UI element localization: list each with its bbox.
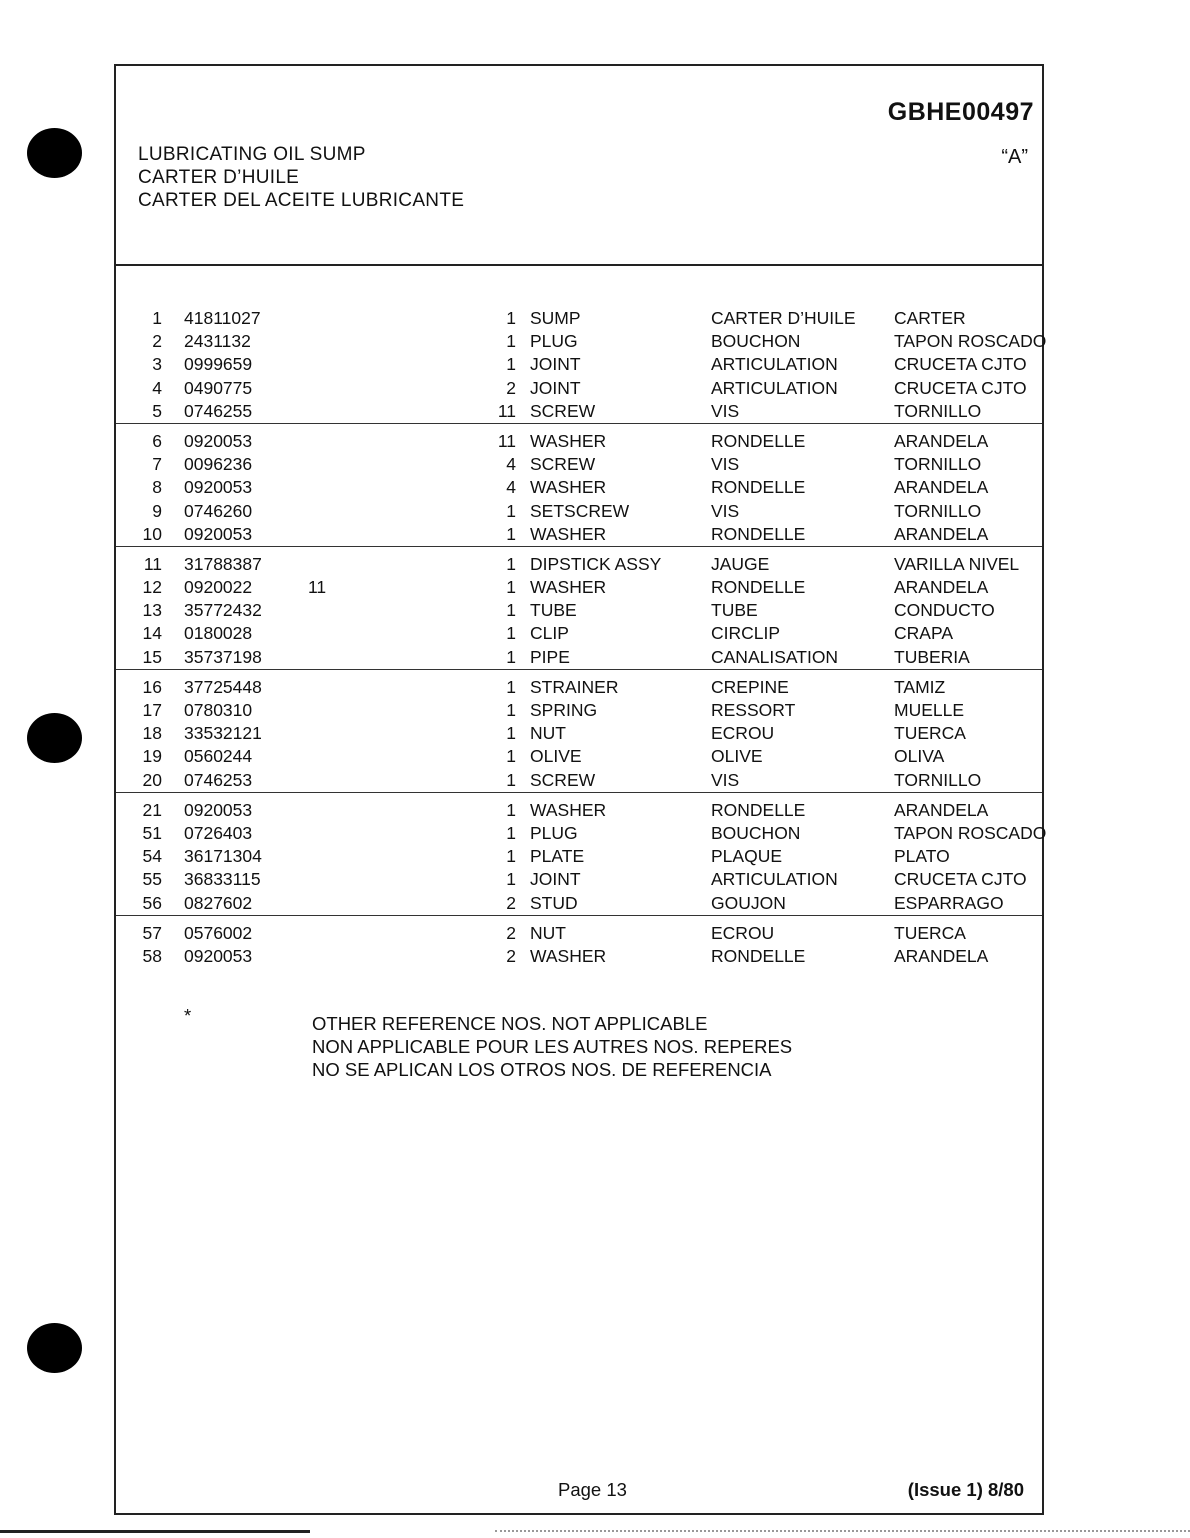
description-french: RONDELLE [711,430,806,451]
footnote-spanish: NO SE APLICAN LOS OTROS NOS. DE REFERENCIA [312,1059,772,1080]
reference-number: 7 [152,454,162,475]
description-spanish: CONDUCTO [894,600,995,621]
quantity: 1 [506,746,516,767]
part-number: 0920053 [184,477,253,498]
description-english: CLIP [530,623,569,644]
description-french: BOUCHON [711,331,801,352]
quantity: 11 [497,400,516,421]
reference-number: 58 [142,945,162,966]
part-number: 36171304 [184,846,262,867]
description-french: RONDELLE [711,477,806,498]
description-english: JOINT [530,869,581,890]
reference-number: 13 [142,600,162,621]
quantity: 4 [506,477,516,498]
table-row [116,676,1042,699]
reference-number: 1 [152,308,162,328]
table-row [116,699,1042,722]
table-row [116,599,1042,622]
reference-number: 8 [152,477,162,498]
description-english: WASHER [530,945,607,966]
description-french: OLIVE [711,746,763,767]
page-number: Page 13 [558,1479,627,1500]
footnote-french: NON APPLICABLE POUR LES AUTRES NOS. REPERES [312,1036,793,1057]
description-french: VIS [711,454,740,475]
description-english: WASHER [530,430,607,451]
reference-number: 14 [142,623,162,644]
quantity: 1 [506,600,516,621]
part-number: 0999659 [184,354,253,375]
description-english: STRAINER [530,676,619,697]
quantity: 1 [506,822,516,843]
quantity: 1 [506,354,516,375]
description-english: PLUG [530,822,578,843]
description-spanish: TUERCA [894,922,966,943]
description-english: WASHER [530,523,607,544]
reference-number: 57 [142,922,162,943]
description-french: CIRCLIP [711,623,781,644]
part-number: 0490775 [184,377,253,398]
part-number: 0780310 [184,700,253,720]
parts-group [116,793,1047,916]
description-spanish: TUERCA [894,723,966,744]
reference-number: 11 [143,553,162,574]
parts-group [116,307,1047,424]
reference-number: 15 [142,646,162,667]
quantity: 1 [506,553,516,574]
description-spanish: TAPON ROSCADO [894,822,1047,843]
reference-number: 12 [142,577,162,598]
part-number: 0827602 [184,892,253,913]
parts-group [116,670,1042,793]
description-french: RONDELLE [711,523,806,544]
part-number: 37725448 [184,676,262,697]
description-spanish: TUBERIA [894,646,970,667]
quantity: 2 [506,377,516,398]
punch-hole-bottom [27,1323,82,1373]
quantity: 1 [506,799,516,820]
punch-hole-top [27,128,82,178]
description-french: ARTICULATION [711,869,838,890]
quantity: 1 [506,769,516,790]
table-row [116,892,1042,915]
description-french: RESSORT [711,700,796,720]
description-english: PLATE [530,846,585,867]
description-english: JOINT [530,377,581,398]
quantity: 1 [506,646,516,667]
punch-hole-middle [27,713,82,763]
part-number: 0920053 [184,430,253,451]
reference-number: 3 [152,354,162,375]
table-row [116,622,1042,645]
table-row [116,553,1042,576]
description-spanish: TORNILLO [894,400,982,421]
description-english: STUD [530,892,578,913]
table-row [116,922,1042,945]
quantity: 1 [506,676,516,697]
description-french: BOUCHON [711,822,801,843]
part-number: 0726403 [184,822,253,843]
header-divider [116,264,1042,266]
part-number: 0746255 [184,400,253,421]
description-french: RONDELLE [711,577,806,598]
description-french: CREPINE [711,676,789,697]
description-french: VIS [711,400,740,421]
table-row [116,377,1042,400]
description-french: VIS [711,500,740,521]
quantity: 2 [506,892,516,913]
title-spanish: CARTER DEL ACEITE LUBRICANTE [138,190,465,211]
parts-list [116,307,1047,968]
description-french: PLAQUE [711,846,782,867]
table-row [116,945,1042,968]
reference-number: 21 [142,799,162,820]
description-spanish: TAMIZ [894,676,946,697]
table-row [116,822,1047,845]
description-spanish: PLATO [894,846,950,867]
description-spanish: TORNILLO [894,769,982,790]
reference-number: 17 [142,700,162,720]
part-number: 0746260 [184,500,253,521]
reference-number: 10 [142,523,162,544]
part-number: 35772432 [184,600,262,621]
reference-number: 19 [142,746,162,767]
reference-number: 54 [142,846,162,867]
part-number: 2431132 [184,331,251,352]
part-number: 41811027 [184,308,261,328]
description-spanish: CARTER [894,308,966,328]
part-number: 33532121 [184,723,262,744]
reference-number: 6 [152,430,162,451]
table-row [116,868,1042,891]
quantity: 1 [506,723,516,744]
title-block [138,143,464,212]
part-number: 0576002 [184,922,253,943]
part-number: 0180028 [184,623,253,644]
description-french: ARTICULATION [711,354,838,375]
description-english: TUBE [530,600,577,621]
description-french: VIS [711,769,740,790]
quantity: 1 [506,869,516,890]
parts-group [116,424,1042,547]
table-row [116,523,1042,546]
title-french: CARTER D’HUILE [138,167,300,188]
table-row [116,769,1042,792]
description-english: SETSCREW [530,500,630,521]
table-row [116,722,1042,745]
description-french: CANALISATION [711,646,839,667]
description-english: JOINT [530,354,581,375]
table-row [116,476,1042,499]
title-english: LUBRICATING OIL SUMP [138,144,366,165]
reference-number: 51 [142,822,162,843]
table-row [116,330,1047,353]
description-spanish: TORNILLO [894,454,982,475]
issue-date: (Issue 1) 8/80 [907,1479,1024,1500]
part-number: 0920053 [184,523,253,544]
reference-number: 56 [142,892,162,913]
description-english: SCREW [530,769,596,790]
description-spanish: ESPARRAGO [894,892,1004,913]
description-french: ECROU [711,723,775,744]
description-spanish: CRUCETA CJTO [894,354,1027,375]
reference-number: 55 [142,869,162,890]
description-english: NUT [530,922,566,943]
quantity: 1 [506,623,516,644]
table-row [116,500,1042,523]
description-english: OLIVE [530,746,582,767]
description-english: SUMP [530,308,581,328]
quantity: 1 [506,700,516,720]
description-spanish: ARANDELA [894,577,989,598]
description-spanish: OLIVA [894,746,945,767]
description-french: RONDELLE [711,945,806,966]
note-reference: 11 [308,577,327,598]
quantity: 1 [506,577,516,598]
page-frame [114,64,1047,1515]
footnote-marker: * [184,1005,192,1026]
reference-number: 2 [152,331,162,352]
description-spanish: CRAPA [894,623,953,644]
description-english: SCREW [530,454,596,475]
part-number: 0920053 [184,945,253,966]
parts-group [116,547,1042,670]
table-row [116,353,1042,376]
document-code: GBHE00497 [887,98,1034,126]
part-number: 0920053 [184,799,253,820]
table-row [116,845,1042,868]
description-english: PIPE [530,646,570,667]
description-french: JAUGE [711,553,770,574]
quantity: 1 [506,500,516,521]
description-english: DIPSTICK ASSY [530,553,662,574]
part-number: 31788387 [184,553,262,574]
description-french: ECROU [711,922,775,943]
description-spanish: CRUCETA CJTO [894,377,1027,398]
table-row [116,646,1042,669]
description-english: SCREW [530,400,596,421]
part-number: 36833115 [184,869,261,890]
table-row [116,745,1042,768]
description-french: TUBE [711,600,758,621]
description-spanish: ARANDELA [894,945,989,966]
description-spanish: MUELLE [894,700,965,720]
reference-number: 16 [142,676,162,697]
description-spanish: ARANDELA [894,430,989,451]
reference-number: 18 [142,723,162,744]
table-row [116,400,1042,423]
part-number: 35737198 [184,646,262,667]
quantity: 2 [506,922,516,943]
quantity: 4 [506,454,516,475]
quantity: 11 [497,430,516,451]
description-spanish: ARANDELA [894,523,989,544]
document-variant: “A” [1001,146,1028,168]
description-english: PLUG [530,331,578,352]
description-spanish: TORNILLO [894,500,982,521]
description-english: SPRING [530,700,598,720]
part-number: 0096236 [184,454,253,475]
quantity: 1 [506,331,516,352]
description-english: NUT [530,723,566,744]
description-french: RONDELLE [711,799,806,820]
scan-artifact-line [0,1530,310,1533]
quantity: 1 [506,523,516,544]
description-french: ARTICULATION [711,377,838,398]
description-english: WASHER [530,477,607,498]
reference-number: 5 [152,400,162,421]
description-french: GOUJON [711,892,786,913]
reference-number: 9 [152,500,162,521]
description-spanish: ARANDELA [894,477,989,498]
quantity: 2 [506,945,516,966]
part-number: 0746253 [184,769,253,790]
reference-number: 4 [152,377,162,398]
table-row [116,307,1042,330]
description-english: WASHER [530,577,607,598]
reference-number: 20 [142,769,162,790]
footnote-english: OTHER REFERENCE NOS. NOT APPLICABLE [312,1013,708,1034]
description-spanish: VARILLA NIVEL [894,553,1020,574]
table-row [116,430,1042,453]
part-number: 0920022 [184,577,253,598]
parts-group [116,916,1042,968]
quantity: 1 [506,846,516,867]
description-spanish: ARANDELA [894,799,989,820]
description-french: CARTER D’HUILE [711,308,856,328]
quantity: 1 [506,308,516,328]
table-row [116,799,1042,822]
part-number: 0560244 [184,746,253,767]
description-english: WASHER [530,799,607,820]
description-spanish: TAPON ROSCADO [894,331,1047,352]
description-spanish: CRUCETA CJTO [894,869,1027,890]
table-row [116,453,1042,476]
table-row [116,576,1042,599]
scan-artifact-dots [495,1530,1190,1532]
